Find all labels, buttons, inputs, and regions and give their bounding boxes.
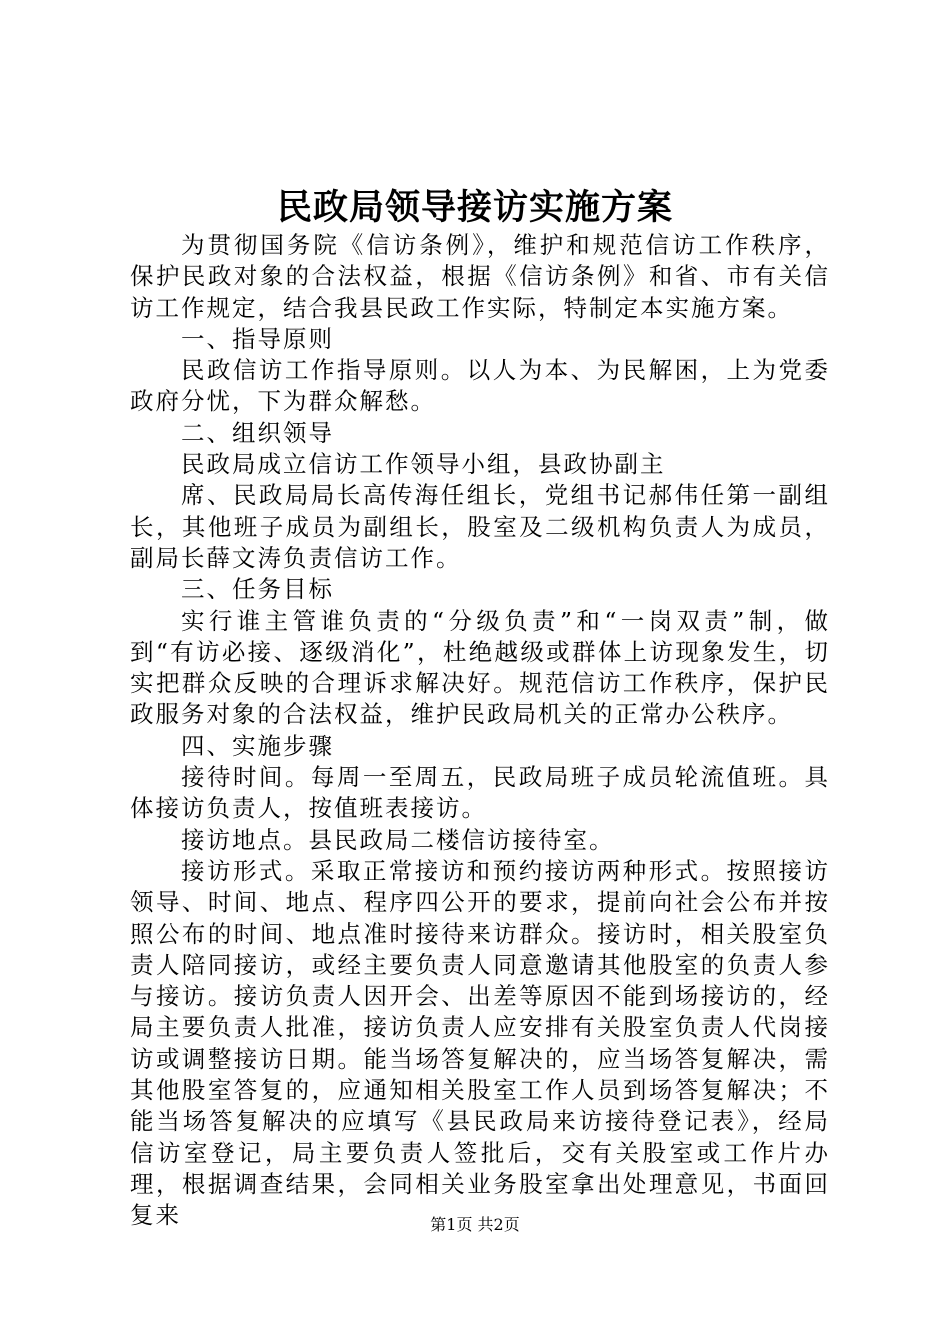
- paragraph-intro: 为贯彻国务院《信访条例》，维护和规范信访工作秩序，保护民政对象的合法权益，根据《信访条例》和省、市有关信访工作规定，结合我县民政工作实际，特制定本实施方案。: [130, 231, 830, 322]
- heading-guiding-principles: 一、指导原则: [181, 324, 334, 353]
- document-title: 民政局领导接访实施方案: [276, 187, 673, 228]
- paragraph-guiding-principles: 民政信访工作指导原则。以人为本、为民解困，上为党委政府分忧，下为群众解愁。: [130, 356, 830, 416]
- heading-implementation-steps: 四、实施步骤: [181, 731, 334, 760]
- page-footer: 第1页 共2页: [430, 1215, 520, 1234]
- paragraph-organization-1: 民政局成立信访工作领导小组，县政协副主: [181, 450, 666, 479]
- document-body: [130, 230, 830, 1232]
- paragraph-reception-location: 接访地点。县民政局二楼信访接待室。: [181, 825, 615, 854]
- paragraph-task-goals: 实行谁主管谁负责的“分级负责”和“一岗双责”制，做到“有访必接、逐级消化”，杜绝越级或群体上访现象发生，切实把群众反映的合理诉求解决好。规范信访工作秩序，保护民政服务对象的合法权益，维护民政局机关的正常办公秩序。: [130, 606, 830, 729]
- paragraph-reception-time: 接待时间。每周一至周五，民政局班子成员轮流值班。具体接访负责人，按值班表接访。: [130, 763, 830, 823]
- paragraph-reception-format: 接访形式。采取正常接访和预约接访两种形式。按照接访领导、时间、地点、程序四公开的要求，提前向社会公布并按照公布的时间、地点准时接待来访群众。接访时，相关股室负责人陪同接访，或经主要负责人同意邀请其他股室的负责人参与接访。接访负责人因开会、出差等原因不能到场接访的，经局主要负责人批准，接访负责人应安排有关股室负责人代岗接访或调整接访日期。能当场答复解决的，应当场答复解决，需其他股室答复的，应通知相关股室工作人员到场答复解决；不能当场答复解决的应填写《县民政局来访接待登记表》，经局信访室登记，局主要负责人签批后，交有关股室或工作片办理，根据调查结果，会同相关业务股室拿出处理意见，书面回复来: [130, 856, 830, 1230]
- paragraph-organization-2: 席、民政局局长高传海任组长，党组书记郝伟任第一副组长，其他班子成员为副组长，股室及二级机构负责人为成员，副局长薛文涛负责信访工作。: [130, 481, 830, 572]
- heading-organization: 二、组织领导: [181, 418, 334, 447]
- heading-task-goals: 三、任务目标: [181, 575, 334, 604]
